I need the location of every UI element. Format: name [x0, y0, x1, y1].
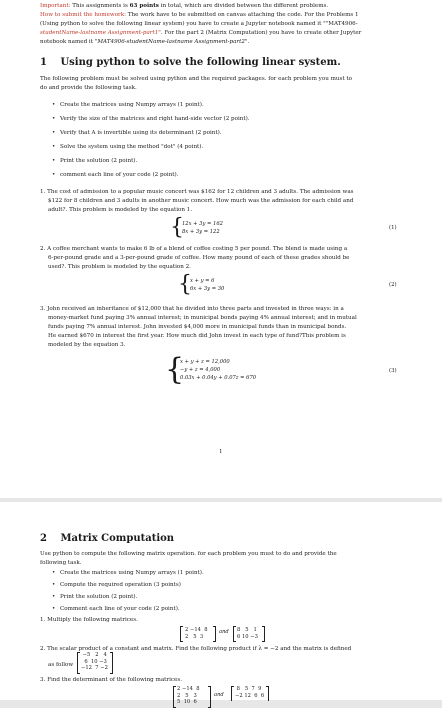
problem-3-text: modeled by the equation 3.	[48, 342, 126, 348]
important-line	[40, 2, 328, 10]
problem-3-text: He earned $670 in interest the first year. How much did John invest in each type of fund?This problem is	[48, 333, 346, 339]
matrix-q2	[77, 652, 113, 674]
section-1-title: Using python to solve the following linear system.	[60, 57, 341, 68]
bullet-item: • Print the solution (2 point).	[60, 593, 137, 601]
equation-brace: {	[165, 352, 185, 387]
matrix-row: 6 10 −3	[84, 658, 107, 665]
matrix-row: 5 10 6	[177, 699, 197, 706]
instructions-line-5	[40, 38, 249, 46]
bullet-item: • Comment each line of your code (2 point).	[60, 605, 180, 613]
problem-3-text: funds paying 7% annual interest. John invested $4,000 more in municipal funds than in municipal bonds.	[48, 324, 347, 330]
bullet-item: • Verify the size of the matrices and right hand-side vector (2 point).	[60, 115, 250, 123]
question-1: 1. Multiply the following matrices.	[40, 617, 138, 623]
equation-number-1: (1)	[389, 225, 397, 231]
equation-3c: 0.03x + 0.04y + 0.07z = 670	[180, 375, 257, 381]
matrix-row: −2 12 6 6	[235, 692, 265, 699]
equation-2b: 6x + 3y = 30	[190, 286, 225, 292]
and-word: and	[219, 629, 229, 635]
matrix-row: 8 5 7 9	[236, 686, 262, 692]
notebook-name-part1: studentName-lastname Assignment-part1"	[40, 30, 161, 36]
equation-brace: {	[170, 215, 184, 240]
equation-3a: x + y + z = 12,000	[180, 359, 230, 365]
matrix-row: −5 2 4	[82, 652, 107, 658]
problem-2-text: used?. This problem is modeled by the equation 2.	[48, 264, 191, 270]
page-2	[0, 502, 442, 706]
question-2-as-follow: as follow	[48, 662, 74, 668]
equation-1b: 8x + 3y = 122	[182, 229, 220, 235]
important-text: This assignments is	[70, 3, 130, 9]
how-to-submit-line	[40, 11, 359, 19]
matrix-row: 2 5 3	[185, 634, 204, 640]
question-2: 2. The scalar product of a constant and matrix. Find the following product if λ = −2 and the matrix is defined	[40, 646, 352, 652]
matrix-q1-a	[180, 626, 216, 642]
equation-1a: 12x + 3y = 162	[182, 221, 223, 227]
and-word: and	[214, 692, 224, 698]
matrix-q3-b	[231, 686, 269, 700]
section-2-number: 2	[40, 533, 47, 544]
bullet-item: • Create the matrices using Numpy arrays (1 point).	[60, 569, 204, 577]
bullet-item: • Print the solution (2 point).	[60, 157, 137, 165]
section-2-title: Matrix Computation	[60, 533, 175, 544]
problem-3-text: 3. John received an inheritance of $12,000 that he divided into three parts and invested in three ways: in a	[40, 306, 344, 312]
equation-number-2: (2)	[389, 282, 397, 288]
problem-3-text: money-market fund paying 3% annual interest; in municipal bonds paying 4% annual interest; and in mutual	[48, 315, 357, 321]
matrix-row: 2 5 3	[177, 692, 197, 699]
problem-1-text: adult?. This problem is modeled by the equation 1.	[48, 207, 193, 213]
instructions-line-3: (Using python to solve the following linear system) you have to create a Jupyter notebook named it ""MAT4906-	[40, 21, 358, 27]
how-to-submit-text: The work have to be submitted on canvas attaching the code. For the Problems 1	[126, 12, 359, 18]
section-1-intro-1: The following problem must be solved using python and the required packages. for each problem you must to	[40, 76, 353, 82]
equation-2a: x + y = 6	[190, 278, 215, 284]
problem-2-text: 6-per-pound grade and a 3-per-pound grade of coffee. How many pound of each of these grades should be	[48, 255, 350, 261]
bullet-item: • Verify that A is invertible using its determinant (2 point).	[60, 129, 222, 137]
matrix-q1-b	[233, 626, 265, 642]
problem-2-text: 2. A coffee merchant wants to make 6 lb of a blend of coffee costing 5 per pound. The blend is made using a	[40, 246, 348, 252]
matrix-row: 2 −14 8	[185, 627, 208, 633]
points-total: 63 points	[129, 3, 159, 9]
matrix-row: 2 −14 8	[177, 686, 200, 692]
bullet-item: • Compute the required operation (3 points)	[60, 581, 181, 589]
instructions-line-5-end: .	[247, 39, 250, 45]
bullet-item: • comment each line of your code (2 point).	[60, 171, 179, 179]
question-3: 3. Find the determinant of the following matrices.	[40, 677, 182, 683]
equation-number-3: (3)	[389, 368, 397, 374]
equation-brace: {	[178, 272, 192, 297]
instructions-line-4	[40, 29, 361, 37]
important-label: Important:	[40, 3, 71, 9]
how-to-submit-label: How to submit the homework:	[40, 12, 127, 18]
bullet-item: • Create the matrices using Numpy arrays (1 point).	[60, 101, 204, 109]
important-rest: in total, which are divided between the different problems.	[158, 3, 329, 9]
section-2-intro-1: Use python to compute the following matrix operation. for each problem you must to do and provide the	[40, 551, 337, 557]
section-2-heading	[40, 533, 174, 544]
problem-1-text: $122 for 8 children and 3 adults in another music concert. How much was the admission for each child and	[48, 198, 354, 204]
instructions-line-5-start: notebook named it	[40, 39, 95, 45]
matrix-row: −12 7 −2	[81, 665, 108, 672]
problem-1-text: 1. The cost of admission to a popular music concert was $162 for 12 children and 3 adults. The admission was	[40, 189, 354, 195]
page-number: 1	[219, 449, 223, 455]
matrix-q3-a	[173, 686, 211, 708]
matrix-row: 6 10 −3	[237, 634, 258, 640]
section-1-number: 1	[40, 57, 47, 68]
section-1-intro-2: do and provide the following task.	[40, 85, 137, 91]
instructions-line-4-rest: . For the part 2 (Matrix Computation) you have to create other Jupyter	[160, 30, 362, 36]
notebook-name-part2: "MAT4906-studentName-lastname Assignment-part2"	[94, 39, 248, 45]
equation-3b: −y + z = 4,000	[180, 367, 221, 373]
section-1-heading	[40, 57, 341, 68]
matrix-row: 8 5 1	[237, 627, 257, 633]
section-2-intro-2: following task.	[40, 560, 82, 566]
bullet-item: • Solve the system using the method "dot" (4 point).	[60, 143, 203, 151]
